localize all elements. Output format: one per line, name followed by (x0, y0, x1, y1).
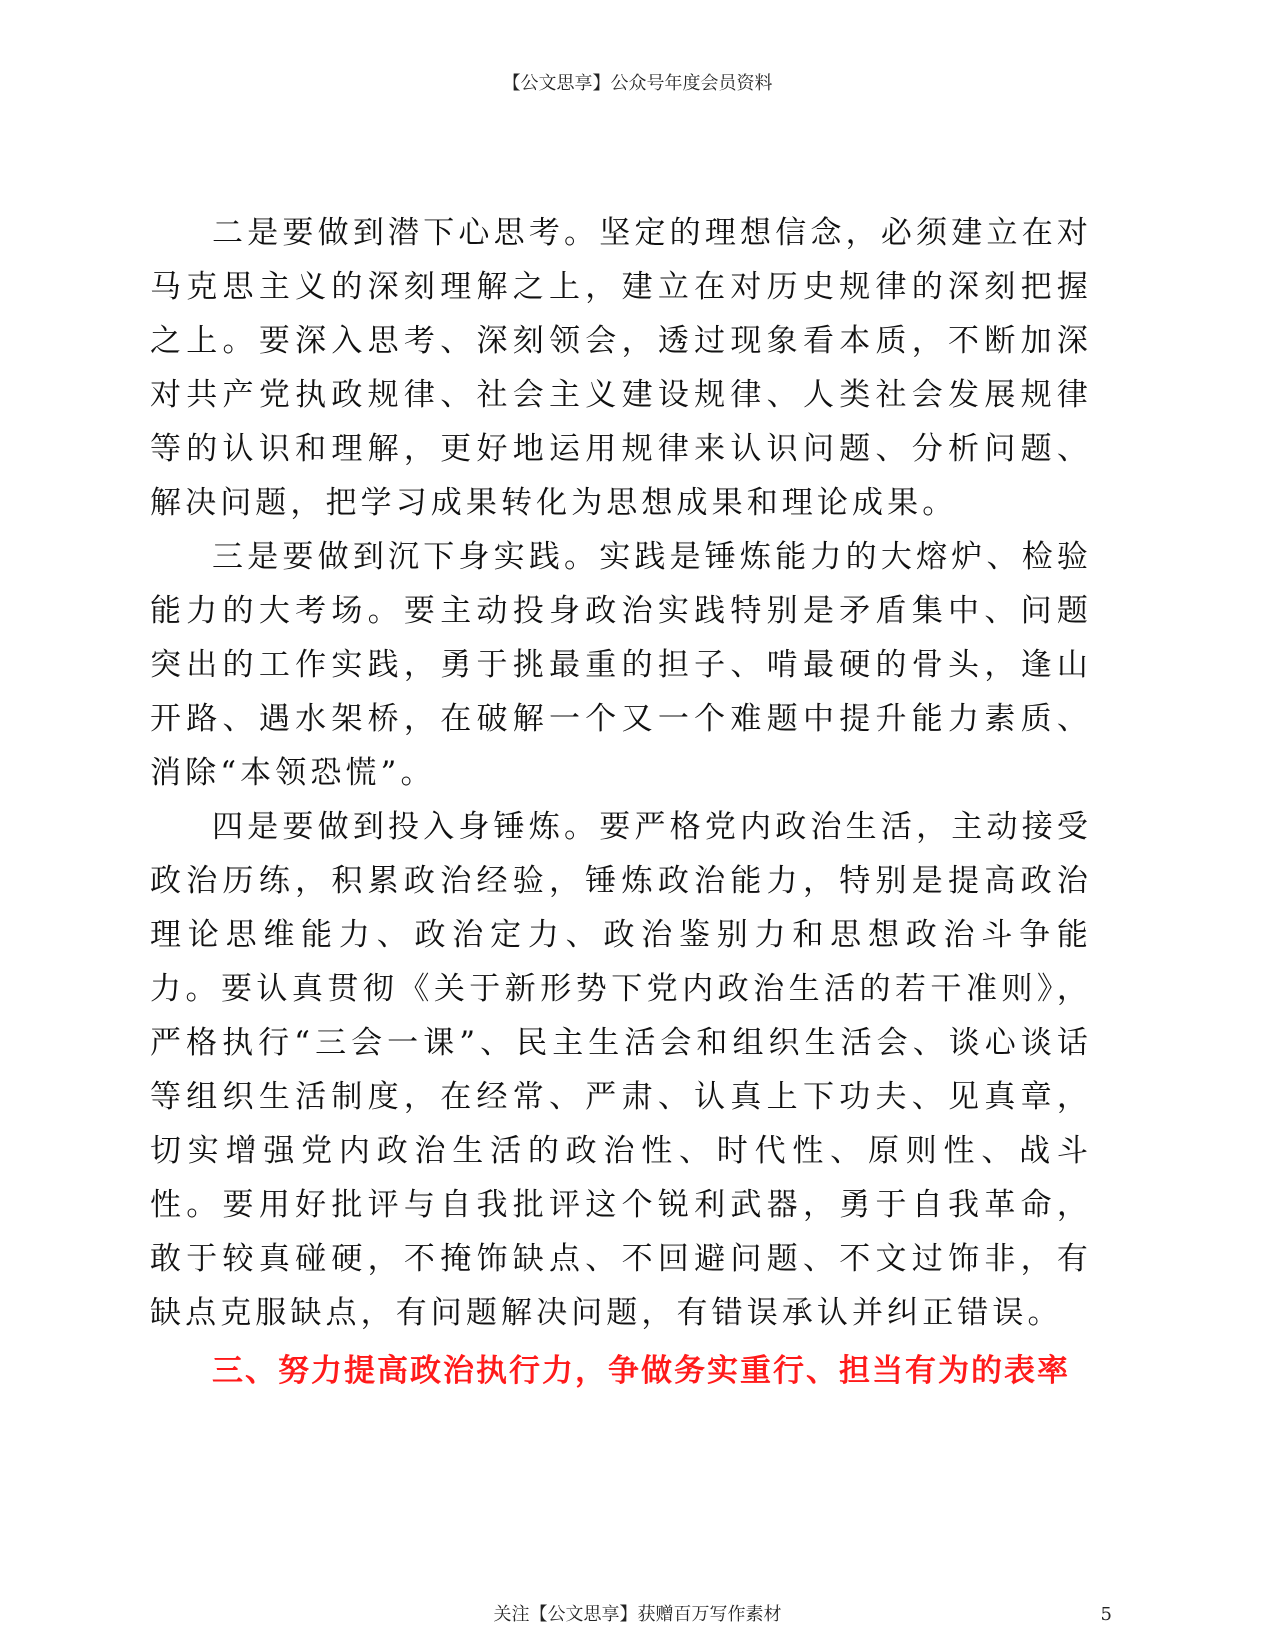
document-body (150, 206, 1092, 1398)
page-footer: 关注【公文思享】获赠百万写作素材 (493, 1604, 782, 1625)
section-heading: 三、努力提高政治执行力，争做务实重行、担当有为的表率 (212, 1353, 1070, 1389)
paragraph-4: 四是要做到投入身锤炼。要严格党内政治生活，主动接受政治历练，积累政治经验，锤炼政治能力，特别是提高政治理论思维能力、政治定力、政治鉴别力和思想政治斗争能力。要认真贯彻《关于新形势下党内政治生活的若干准则》，严格执行“三会一课”、民主生活会和组织生活会、谈心谈话等组织生活制度，在经常、严肃、认真上下功夫、见真章，切实增强党内政治生活的政治性、时代性、原则性、战斗性。要用好批评与自我批评这个锐利武器，勇于自我革命，敢于较真碰硬，不掩饰缺点、不回避问题、不文过饰非，有缺点克服缺点，有问题解决问题，有错误承认并纠正错误。 (150, 809, 1092, 1331)
page-header: 【公文思享】公众号年度会员资料 (502, 73, 773, 94)
paragraph-3: 三是要做到沉下身实践。实践是锤炼能力的大熔炉、检验能力的大考场。要主动投身政治实践特别是矛盾集中、问题突出的工作实践，勇于挑最重的担子、啃最硬的骨头，逢山开路、遇水架桥，在破解一个又一个难题中提升能力素质、消除“本领恐慌”。 (150, 539, 1092, 791)
page-number: 5 (1100, 1604, 1112, 1625)
paragraph-2: 二是要做到潜下心思考。坚定的理想信念，必须建立在对马克思主义的深刻理解之上，建立在对历史规律的深刻把握之上。要深入思考、深刻领会，透过现象看本质，不断加深对共产党执政规律、社会主义建设规律、人类社会发展规律等的认识和理解，更好地运用规律来认识问题、分析问题、解决问题，把学习成果转化为思想成果和理论成果。 (150, 215, 1092, 521)
